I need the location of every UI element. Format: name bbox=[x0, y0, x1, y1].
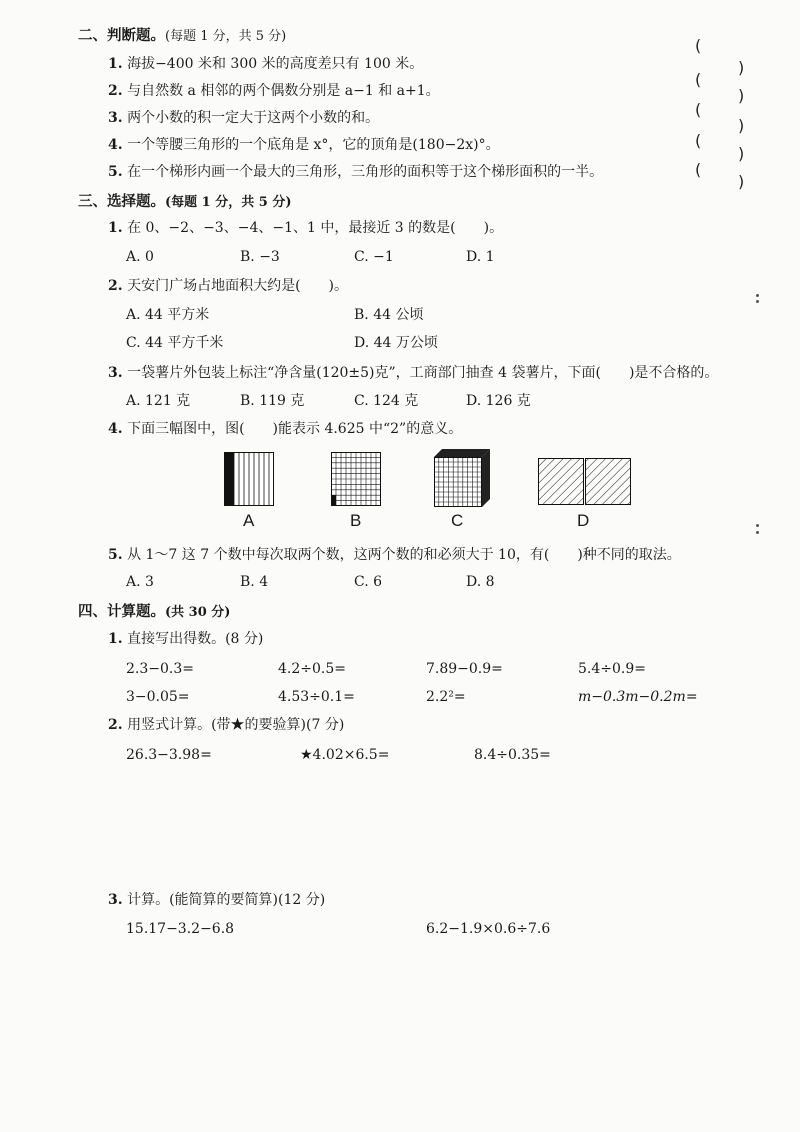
figure-c-cube bbox=[434, 449, 490, 507]
answer-paren-open-1[interactable]: ( bbox=[695, 36, 702, 55]
simplify-calc-1[interactable]: 15.17−3.2−6.8 bbox=[126, 921, 235, 937]
answer-paren-open-5[interactable]: ( bbox=[695, 160, 702, 179]
choice-q5-option-b[interactable]: B. 4 bbox=[240, 574, 269, 590]
section-2-heading: 二、判断题。(每题 1 分，共 5 分) bbox=[78, 27, 287, 44]
choice-q4: 4. 下面三幅图中，图( )能表示 4.625 中“2”的意义。 bbox=[108, 421, 463, 437]
figure-a-tenths-strips bbox=[224, 452, 274, 506]
figure-c-label[interactable]: C bbox=[451, 511, 464, 530]
mental-calc-7[interactable]: 2.2²= bbox=[426, 689, 466, 705]
figure-d-label[interactable]: D bbox=[577, 511, 590, 530]
judge-item-1: 1. 海拔−400 米和 300 米的高度差只有 100 米。 bbox=[108, 56, 424, 72]
answer-paren-close-4: ) bbox=[738, 144, 745, 163]
section-4-heading: 四、计算题。(共 30 分) bbox=[78, 603, 231, 620]
answer-paren-close-2: ) bbox=[738, 86, 745, 105]
section-3-heading: 三、选择题。(每题 1 分，共 5 分) bbox=[78, 193, 292, 210]
mental-calc-4[interactable]: 5.4÷0.9= bbox=[578, 661, 646, 677]
choice-q2-option-a[interactable]: A. 44 平方米 bbox=[126, 307, 210, 323]
judge-item-4: 4. 一个等腰三角形的一个底角是 x°，它的顶角是(180−2x)°。 bbox=[108, 137, 500, 153]
choice-q5-option-c[interactable]: C. 6 bbox=[354, 574, 383, 590]
figure-d-hatched-squares bbox=[538, 458, 632, 506]
choice-q3-option-d[interactable]: D. 126 克 bbox=[466, 393, 531, 409]
scan-mark bbox=[756, 294, 759, 297]
figure-a-label[interactable]: A bbox=[243, 511, 255, 530]
figure-b-label[interactable]: B bbox=[350, 511, 362, 530]
choice-q1-option-c[interactable]: C. −1 bbox=[354, 249, 394, 265]
mental-calc-6[interactable]: 4.53÷0.1= bbox=[278, 689, 355, 705]
mental-calc-3[interactable]: 7.89−0.9= bbox=[426, 661, 503, 677]
answer-paren-open-4[interactable]: ( bbox=[695, 131, 702, 150]
vertical-calc-2[interactable]: ★4.02×6.5= bbox=[300, 747, 390, 763]
choice-q1-option-d[interactable]: D. 1 bbox=[466, 249, 495, 265]
choice-q5-option-d[interactable]: D. 8 bbox=[466, 574, 495, 590]
choice-q2: 2. 天安门广场占地面积大约是( )。 bbox=[108, 278, 349, 294]
judge-item-5: 5. 在一个梯形内画一个最大的三角形，三角形的面积等于这个梯形面积的一半。 bbox=[108, 164, 604, 180]
simplify-calc-2[interactable]: 6.2−1.9×0.6÷7.6 bbox=[426, 921, 551, 937]
scan-mark bbox=[756, 524, 759, 527]
calc-q2: 2. 用竖式计算。(带★的要验算)(7 分) bbox=[108, 717, 345, 733]
mental-calc-5[interactable]: 3−0.05= bbox=[126, 689, 190, 705]
figure-b-hundredths-grid bbox=[331, 452, 381, 506]
answer-paren-open-3[interactable]: ( bbox=[695, 100, 702, 119]
vertical-calc-3[interactable]: 8.4÷0.35= bbox=[474, 747, 551, 763]
scan-mark bbox=[756, 300, 759, 303]
mental-calc-8[interactable]: m−0.3m−0.2m= bbox=[578, 689, 698, 705]
calc-q3: 3. 计算。(能简算的要简算)(12 分) bbox=[108, 892, 326, 908]
scan-mark bbox=[756, 531, 759, 534]
choice-q3-option-b[interactable]: B. 119 克 bbox=[240, 393, 305, 409]
choice-q2-option-b[interactable]: B. 44 公顷 bbox=[354, 307, 424, 323]
choice-q1-option-a[interactable]: A. 0 bbox=[126, 249, 154, 265]
answer-paren-close-1: ) bbox=[738, 58, 745, 77]
judge-item-2: 2. 与自然数 a 相邻的两个偶数分别是 a−1 和 a+1。 bbox=[108, 83, 440, 99]
choice-q2-option-c[interactable]: C. 44 平方千米 bbox=[126, 335, 224, 351]
answer-paren-close-3: ) bbox=[738, 116, 745, 135]
choice-q5: 5. 从 1～7 这 7 个数中每次取两个数，这两个数的和必须大于 10，有( )种不同的取法。 bbox=[108, 547, 681, 563]
calc-q1: 1. 直接写出得数。(8 分) bbox=[108, 631, 264, 647]
choice-q1-option-b[interactable]: B. −3 bbox=[240, 249, 280, 265]
judge-item-3: 3. 两个小数的积一定大于这两个小数的和。 bbox=[108, 110, 380, 126]
answer-paren-open-2[interactable]: ( bbox=[695, 70, 702, 89]
choice-q3-option-c[interactable]: C. 124 克 bbox=[354, 393, 419, 409]
mental-calc-1[interactable]: 2.3−0.3= bbox=[126, 661, 194, 677]
choice-q2-option-d[interactable]: D. 44 万公顷 bbox=[354, 335, 438, 351]
mental-calc-2[interactable]: 4.2÷0.5= bbox=[278, 661, 346, 677]
vertical-calc-1[interactable]: 26.3−3.98= bbox=[126, 747, 212, 763]
answer-paren-close-5: ) bbox=[738, 172, 745, 191]
choice-q3-option-a[interactable]: A. 121 克 bbox=[126, 393, 191, 409]
choice-q5-option-a[interactable]: A. 3 bbox=[126, 574, 154, 590]
choice-q3: 3. 一袋薯片外包装上标注“净含量(120±5)克”，工商部门抽查 4 袋薯片，下面( )是不合格的。 bbox=[108, 365, 719, 381]
choice-q1: 1. 在 0、−2、−3、−4、−1、1 中，最接近 3 的数是( )。 bbox=[108, 220, 504, 236]
